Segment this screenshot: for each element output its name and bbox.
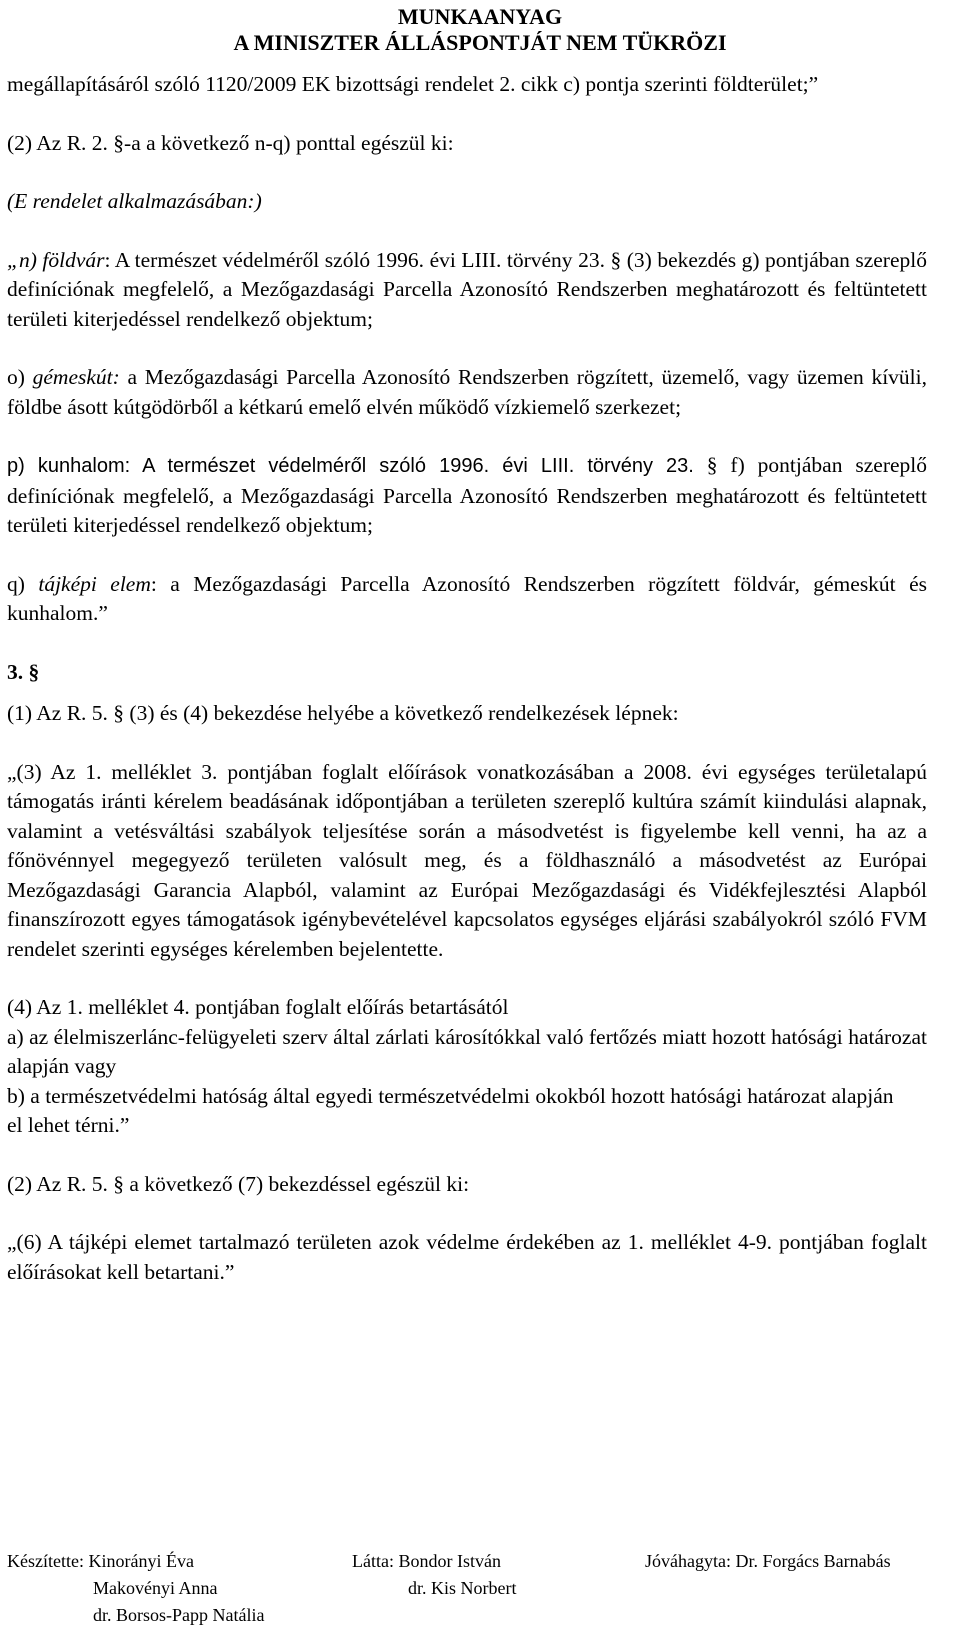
p4-rest: : A természet védelméről szóló 1996. évi LIII. törvény 23. § (3) bekezdés g) pontjában szereplő definíciónak megfelelő, a Mezőgazdasági Parcella Azonosító Rendszerben meghatározott és feltüntetett területi kiterjedéssel rendelkező objektum; — [7, 247, 927, 331]
prepared-by-line1: Készítette: Kinorányi Éva — [7, 1551, 194, 1571]
document-body — [7, 70, 927, 1287]
p7-open: q) — [7, 571, 39, 596]
approved-by-line1: Jóváhagyta: Dr. Forgács Barnabás — [645, 1551, 891, 1571]
p7-rest: : a Mezőgazdasági Parcella Azonosító Rendszerben rögzített földvár, gémeskút és kunhalom.” — [7, 571, 927, 625]
footer-approved-by — [645, 1548, 891, 1575]
paragraph-10b: a) az élelmiszerlánc-felügyeleti szerv által zárlati károsítókkal való fertőzés miatt hozott hatósági határozat alapján vagy — [7, 1024, 927, 1078]
prepared-by-line2: Makovényi Anna — [93, 1578, 218, 1598]
paragraph-q-tajkepi-elem — [7, 570, 927, 629]
paragraph-3-text: (E rendelet alkalmazásában:) — [7, 189, 262, 213]
paragraph-8: (1) Az R. 5. § (3) és (4) bekezdése helyébe a következő rendelkezések lépnek: — [7, 701, 679, 725]
paragraph-1: megállapításáról szóló 1120/2009 EK bizottsági rendelet 2. cikk c) pontja szerinti földterület;” — [7, 72, 819, 96]
draft-header-line1: MUNKAANYAG — [397, 4, 563, 29]
prepared-by-line3: dr. Borsos-Papp Natália — [93, 1605, 265, 1625]
paragraph-n-foldvar — [7, 246, 927, 335]
draft-header — [0, 4, 960, 56]
p4-open: „n) — [7, 247, 43, 272]
paragraph-3 — [7, 187, 927, 217]
p4-term: földvár — [42, 247, 105, 272]
p5-open: o) — [7, 365, 33, 389]
p5-rest: a Mezőgazdasági Parcella Azonosító Rendszerben rögzített, üzemelő, vagy üzemen kívüli, földbe ásott kútgödörből a kétkarú emelő elvén működő vízkiemelő szerkezet; — [7, 365, 927, 419]
p6-rest: § f) pontjában szereplő definíciónak megfelelő, a Mezőgazdasági Parcella Azonosító Rendszerben meghatározott és feltüntetett területi kiterjedéssel rendelkező objektum; — [7, 453, 927, 537]
footer-prepared-by — [7, 1548, 264, 1629]
footer-seen-by — [352, 1548, 516, 1602]
paragraph-2: (2) Az R. 2. §-a a következő n-q) ponttal egészül ki: — [7, 130, 454, 155]
seen-by-line2: dr. Kis Norbert — [408, 1578, 517, 1598]
paragraph-10d: el lehet térni.” — [7, 1113, 130, 1137]
p6-sans: p) kunhalom: A természet védelméről szóló 1996. évi LIII. törvény 23. — [7, 455, 694, 477]
paragraph-10a: (4) Az 1. melléklet 4. pontjában foglalt előírás betartásától — [7, 995, 509, 1019]
paragraph-11: (2) Az R. 5. § a következő (7) bekezdéssel egészül ki: — [7, 1171, 470, 1196]
paragraph-12: „(6) A tájképi elemet tartalmazó területen azok védelme érdekében az 1. melléklet 4-9. pontjában foglalt előírásokat kell betartani.” — [7, 1230, 927, 1284]
section-heading: 3. § — [7, 659, 40, 684]
paragraph-o-gemeskut — [7, 363, 927, 422]
p7-term: tájképi elem — [38, 571, 151, 596]
paragraph-9: „(3) Az 1. melléklet 3. pontjában foglalt előírások vonatkozásában a 2008. évi egységes területalapú támogatás iránti kérelem beadásának időpontjában a területen szereplő kultúra számít kiindulási alapnak, valamint a vetésváltási szabályok teljesítése során a másodvetést is figyelembe kell venni, ha az a főnövénnyel megegyező területen valósult meg, és a földhasználó a másodvetést az Európai Mezőgazdasági Garancia Alapból, valamint az Európai Mezőgazdasági és Vidékfejlesztési Alapból finanszírozott egyes támogatások igénybevételével kapcsolatos egységes eljárási szabályokról szóló FVM rendelet szerinti egységes kérelemben bejelentette. — [7, 759, 927, 961]
paragraph-p-kunhalom — [7, 451, 927, 541]
paragraph-10c: b) a természetvédelmi hatóság által egyedi természetvédelmi okokból hozott hatósági határozat alapján — [7, 1083, 894, 1108]
seen-by-line1: Látta: Bondor István — [352, 1551, 501, 1571]
draft-header-line2: A MINISZTER ÁLLÁSPONTJÁT NEM TÜKRÖZI — [233, 30, 727, 55]
p5-term: gémeskút: — [32, 365, 120, 389]
